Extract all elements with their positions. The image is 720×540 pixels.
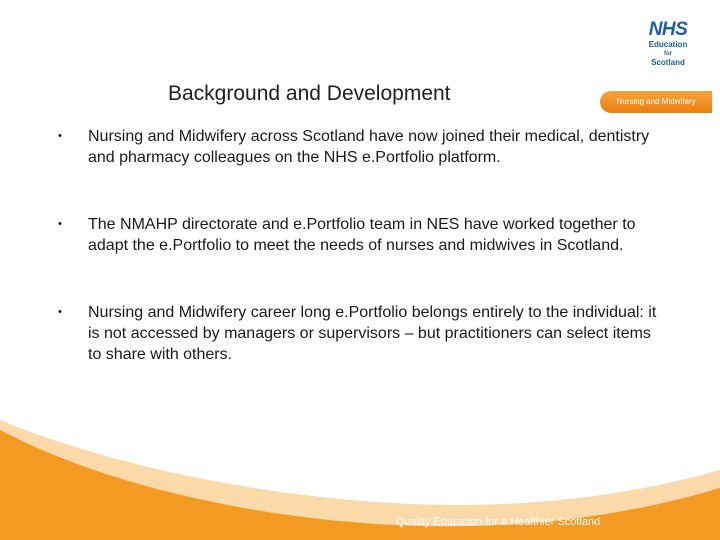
bullet-item	[58, 126, 658, 168]
bullet-text: Nursing and Midwifery across Scotland have now joined their medical, dentistry and pharmacy colleagues on the NHS e.Portfolio platform.	[88, 128, 650, 166]
bullet-marker: •	[58, 130, 62, 142]
page-title: Background and Development	[168, 82, 451, 105]
logo-line-for: for	[664, 51, 672, 57]
swoosh-main	[0, 430, 720, 540]
footer-tagline: Quality Education for a Healthier Scotland	[396, 516, 601, 528]
bullet-marker: •	[58, 218, 62, 230]
bullet-text: The NMAHP directorate and e.Portfolio team in NES have worked together to adapt the e.Portfolio to meet the needs of nurses and midwives in Scotland.	[88, 216, 636, 254]
bullet-list	[58, 126, 658, 365]
bullet-item	[58, 214, 658, 256]
nhs-logo-mark: NHS	[648, 19, 688, 40]
bullet-marker: •	[58, 306, 62, 318]
section-badge: Nursing and Midwifery	[600, 91, 712, 113]
bullet-item	[58, 302, 658, 365]
logo-line-scotland: Scotland	[651, 58, 685, 67]
logo-line-education: Education	[648, 40, 688, 49]
nhs-education-scotland-logo	[636, 20, 700, 68]
bullet-text: Nursing and Midwifery career long e.Portfolio belongs entirely to the individual: it is not accessed by managers or supervisors – but practitioners can select items to share with others.	[88, 304, 657, 363]
